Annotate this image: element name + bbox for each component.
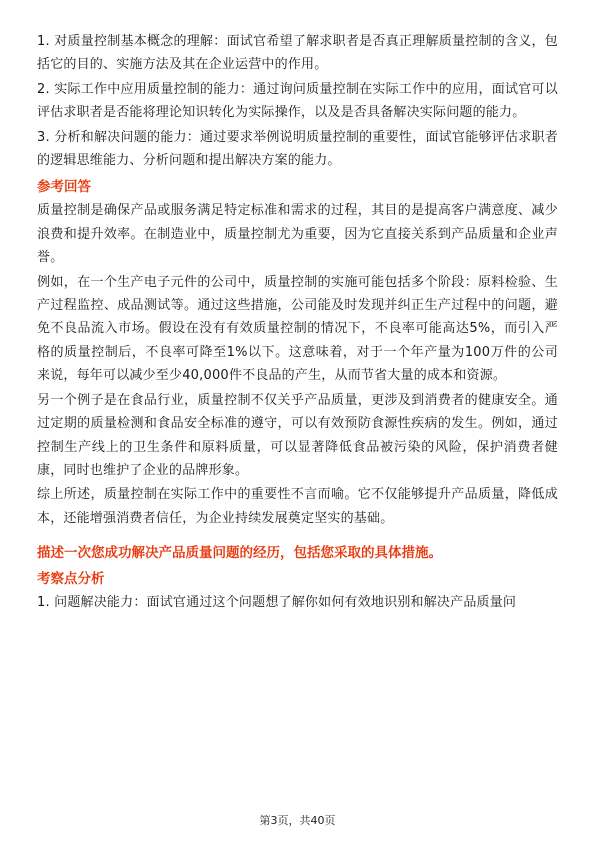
page-content <box>37 30 558 616</box>
intro-point-3: 3. 分析和解决问题的能力：通过要求举例说明质量控制的重要性，面试官能够评估求职者的逻辑思维能力、分析问题和提出解决方案的能力。 <box>37 129 558 169</box>
intro-point-2: 2. 实际工作中应用质量控制的能力：通过询问质量控制在实际工作中的应用，面试官可以评估求职者是否能将理论知识转化为实际操作，以及是否具备解决实际问题的能力。 <box>37 81 558 121</box>
answer-paragraph-4: 综上所述，质量控制在实际工作中的重要性不言而喻。它不仅能够提升产品质量，降低成本，还能增强消费者信任，为企业持续发展奠定坚实的基础。 <box>37 487 558 526</box>
next-question-heading: 描述一次您成功解决产品质量问题的经历，包括您采取的具体措施。 <box>37 545 442 562</box>
analysis-heading: 考察点分析 <box>37 571 105 588</box>
intro-point-1: 1. 对质量控制基本概念的理解：面试官希望了解求职者是否真正理解质量控制的含义，包括它的目的、实施方法及其在企业运营中的作用。 <box>37 34 558 73</box>
page-number: 第3页，共40页 <box>259 814 336 827</box>
answer-paragraph-3: 另一个例子是在食品行业，质量控制不仅关乎产品质量，更涉及到消费者的健康安全。通过定期的质量检测和食品安全标准的遵守，可以有效预防食源性疾病的发生。例如，通过控制生产线上的卫生条件和原料质量，可以显著降低食品被污染的风险，保护消费者健康，同时也维护了企业的品牌形象。 <box>37 392 558 478</box>
answer-paragraph-1: 质量控制是确保产品或服务满足特定标准和需求的过程，其目的是提高客户满意度、减少浪费和提升效率。在制造业中，质量控制尤为重要，因为它直接关系到产品质量和企业声誉。 <box>37 203 558 266</box>
reference-answer-heading: 参考回答 <box>37 179 91 196</box>
analysis-point-1: 1. 问题解决能力：面试官通过这个问题想了解你如何有效地识别和解决产品质量问 <box>37 595 517 611</box>
answer-paragraph-2: 例如，在一个生产电子元件的公司中，质量控制的实施可能包括多个阶段：原料检验、生产过程监控、成品测试等。通过这些措施，公司能及时发现并纠正生产过程中的问题，避免不良品流入市场。假设在没有有效质量控制的情况下，不良率可能高达5%，而引入严格的质量控制后，不良率可降至1%以下。这意味着，对于一个年产量为100万件的公司来说，每年可以减少至少40,000件不良品的产生，从而节省大量的成本和资源。 <box>37 274 558 384</box>
